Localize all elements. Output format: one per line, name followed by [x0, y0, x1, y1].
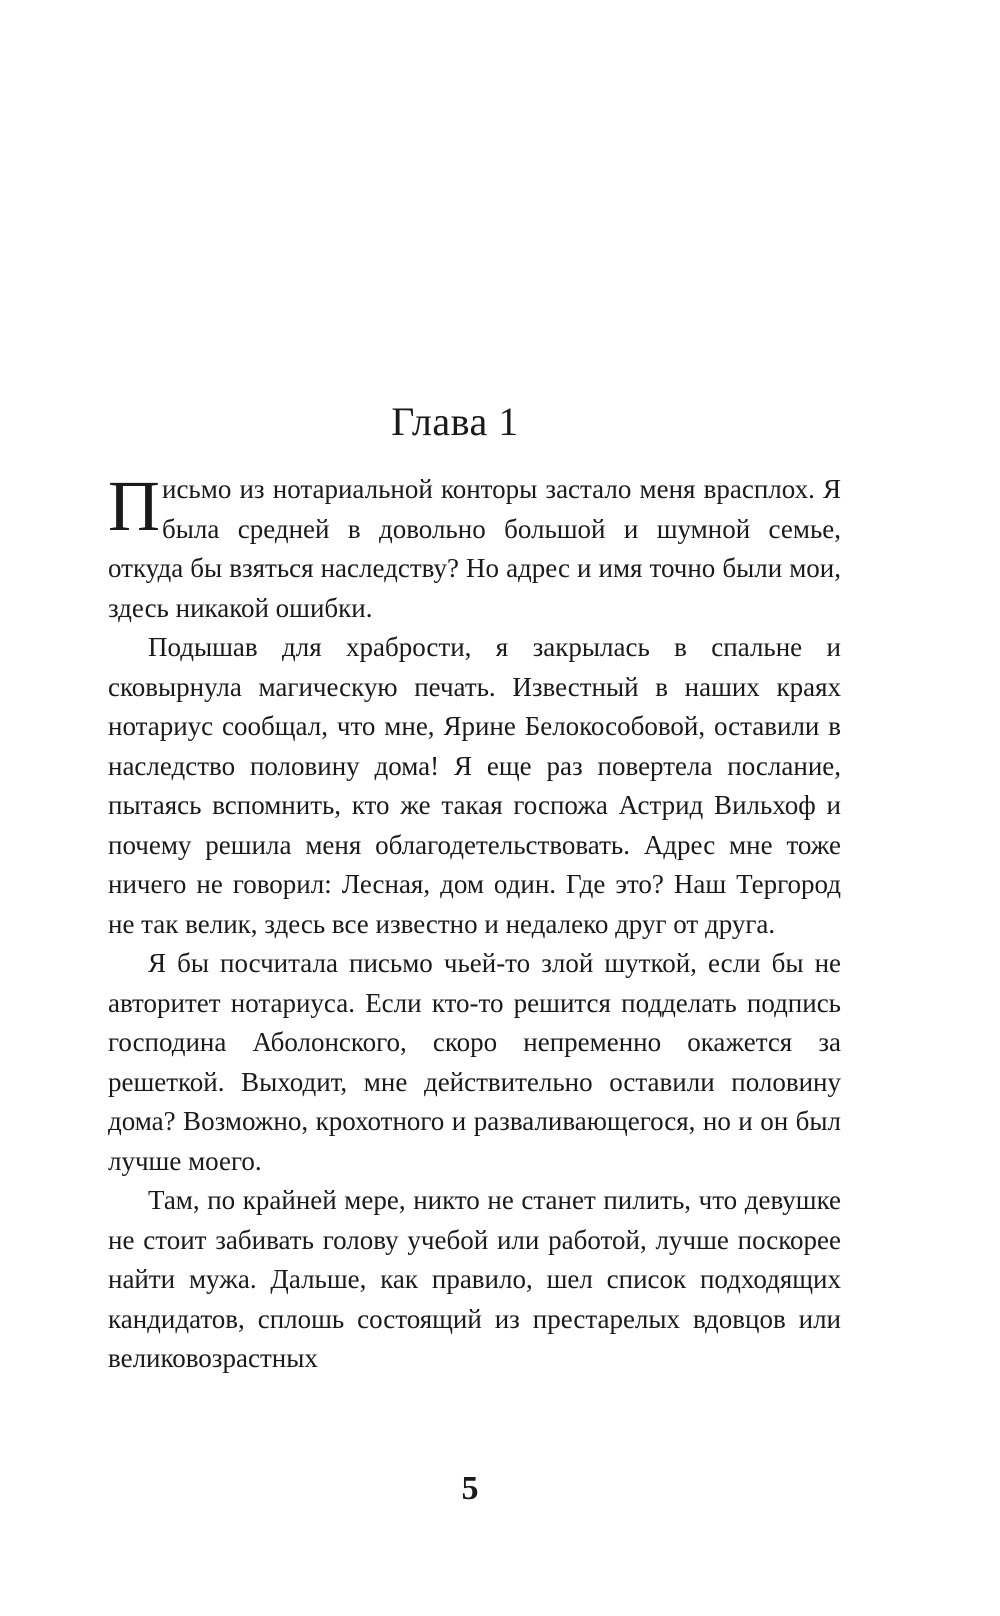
chapter-title: Глава 1 — [391, 399, 519, 444]
body-text — [108, 466, 841, 1379]
paragraph-1-text: исьмо из нотариальной конторы застало меня врасплох. Я была средней в довольно большой и шумной семье, откуда бы взяться наследству? Но адрес и имя точно были мои, здесь никакой ошибки. — [108, 474, 841, 623]
page-number: 5 — [461, 1470, 479, 1507]
paragraph-3: Я бы посчитала письмо чьей-то злой шуткой, если бы не авторитет нотариуса. Если кто-то решится подделать подпись господина Аболонского, скоро непременно окажется за решеткой. Выходит, мне действительно оставили половину дома? Возможно, крохотного и разваливающегося, но и он был лучше моего. — [108, 948, 841, 1176]
drop-cap: П — [108, 466, 160, 546]
paragraph-4: Там, по крайней мере, никто не станет пилить, что девушке не стоит забивать голову учебой или работой, лучше поскорее найти мужа. Дальше, как правило, шел список подходящих кандидатов, сплошь состоящий из престарелых вдовцов или великовозрастных — [108, 1185, 841, 1373]
paragraph-2: Подышав для храбрости, я закрылась в спальне и сковырнула магическую печать. Известный в наших краях нотариус сообщал, что мне, Ярине Белокособовой, оставили в наследство половину дома! Я еще раз повертела послание, пытаясь вспомнить, кто же такая госпожа Астрид Вильхоф и почему решила меня облагодетельствовать. Адрес мне тоже ничего не говорил: Лесная, дом один. Где это? Наш Тергород не так велик, здесь все известно и недалеко друг от друга. — [108, 632, 841, 939]
paragraph-1 — [108, 466, 841, 628]
